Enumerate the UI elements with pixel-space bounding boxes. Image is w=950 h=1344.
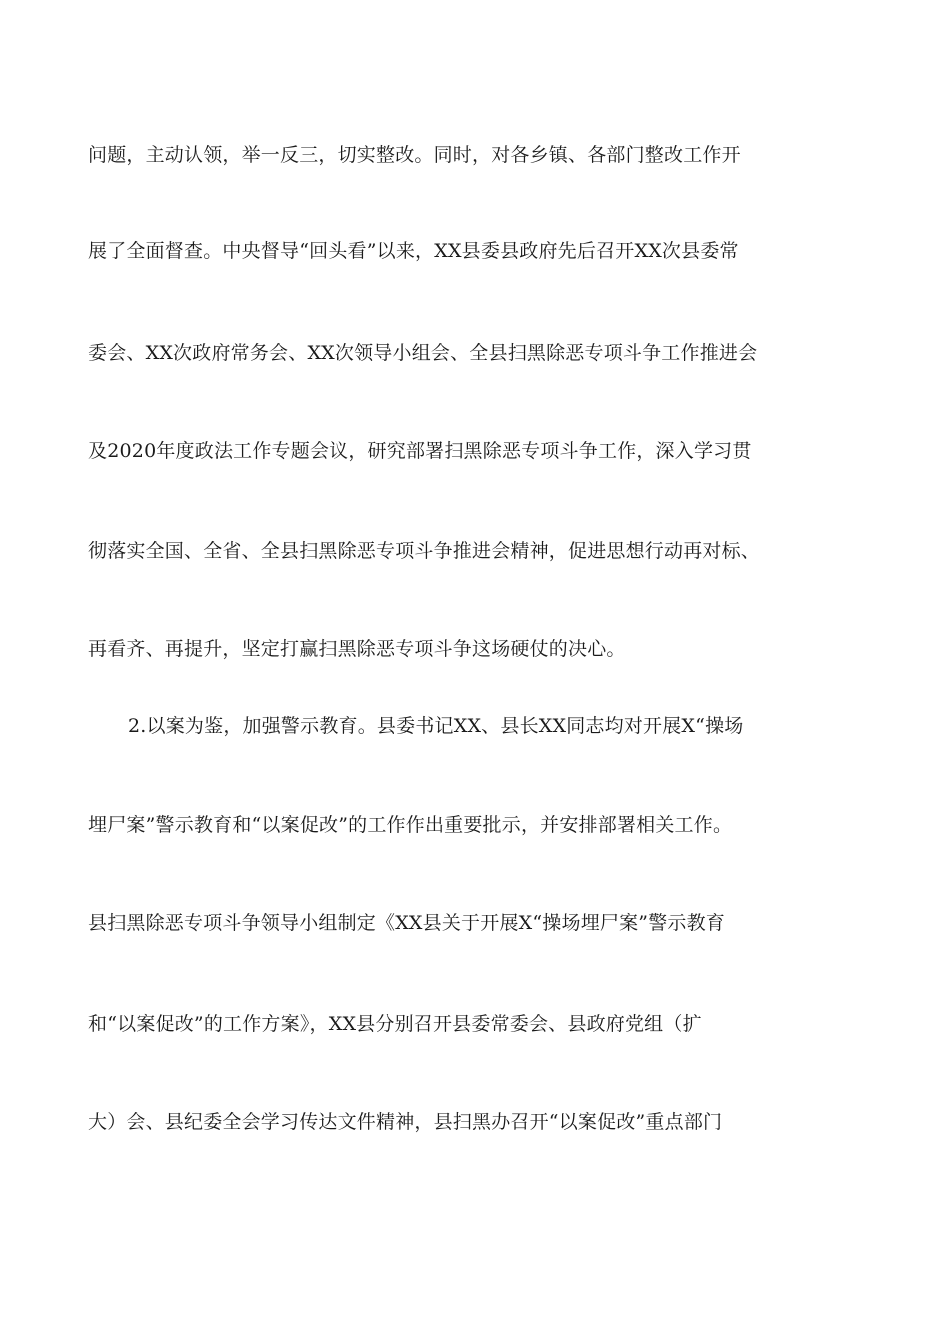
text-line: 县扫黑除恶专项斗争领导小组制定《XX县关于开展X“操场埋尸案”警示教育 [88, 912, 726, 934]
text-line: 大）会、县纪委全会学习传达文件精神，县扫黑办召开“以案促改”重点部门 [88, 1111, 723, 1133]
text-line: 问题，主动认领，举一反三，切实整改。同时，对各乡镇、各部门整改工作开 [88, 144, 741, 166]
text-line: 埋尸案”警示教育和“以案促改”的工作作出重要批示，并安排部署相关工作。 [88, 814, 733, 836]
text-line: 和“以案促改”的工作方案》，XX县分别召开县委常委会、县政府党组（扩 [88, 1013, 702, 1035]
text-line: 再看齐、再提升，坚定打赢扫黑除恶专项斗争这场硬仗的决心。 [88, 638, 626, 660]
text-line: 展了全面督查。中央督导“回头看”以来，XX县委县政府先后召开XX次县委常 [88, 240, 739, 262]
text-line: 及2020年度政法工作专题会议，研究部署扫黑除恶专项斗争工作，深入学习贯 [88, 440, 752, 462]
text-line: 彻落实全国、全省、全县扫黑除恶专项斗争推进会精神，促进思想行动再对标、 [88, 540, 761, 562]
paragraph-start-line: 2.以案为鉴，加强警示教育。县委书记XX、县长XX同志均对开展X“操场 [128, 715, 744, 737]
text-line: 委会、XX次政府常务会、XX次领导小组会、全县扫黑除恶专项斗争工作推进会 [88, 342, 758, 364]
